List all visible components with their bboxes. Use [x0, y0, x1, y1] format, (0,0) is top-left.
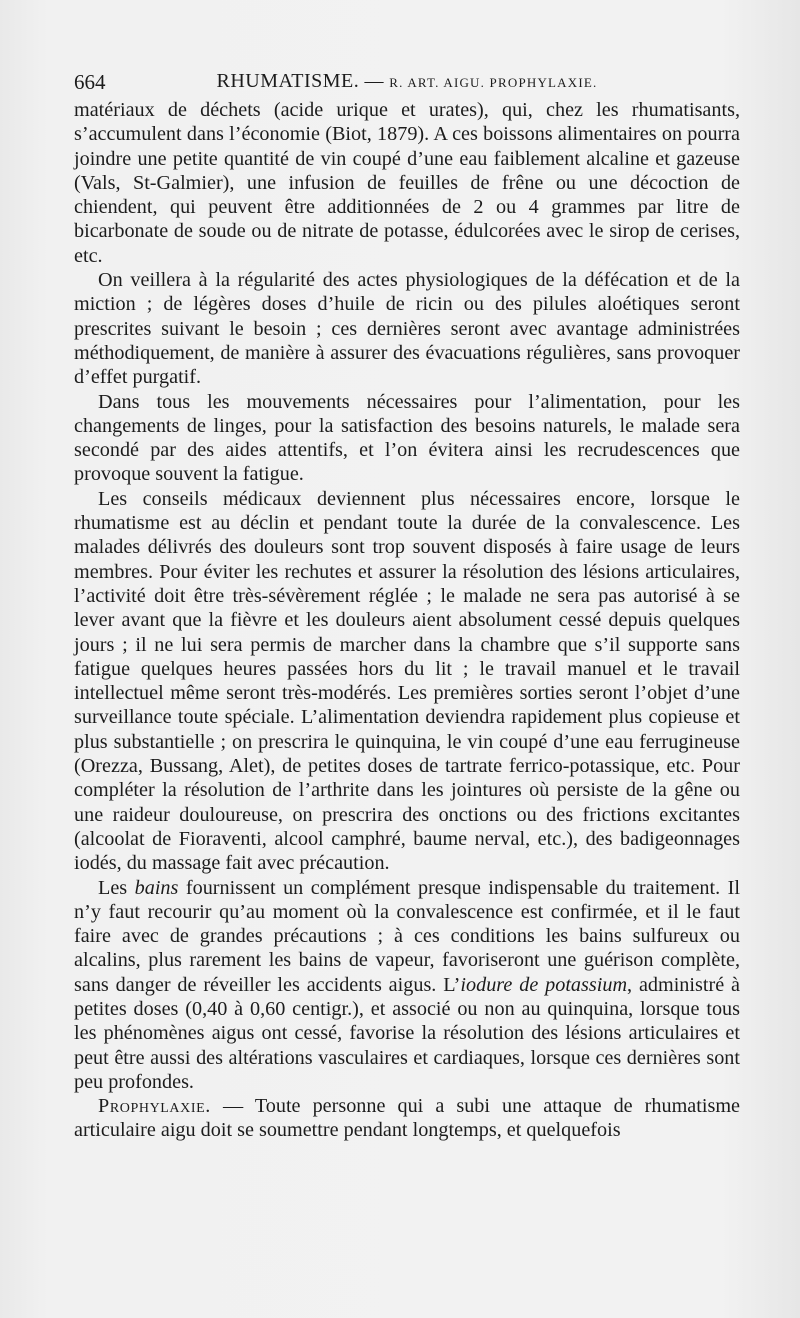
- page-number: 664: [74, 70, 106, 94]
- paragraph-bains: [74, 876, 740, 1095]
- prophylaxie-heading: Prophylaxie.: [98, 1095, 211, 1118]
- prophylaxie-text: — Toute personne qui a subi une attaque de rhumatisme articulaire aigu doit se soumettre pendant longtemps, et quelquefois: [74, 1095, 740, 1142]
- paragraph-conseils-medicaux: Les conseils médicaux deviennent plus nécessaires encore, lorsque le rhumatisme est au déclin et pendant toute la durée de la convalescence. Les malades délivrés des douleurs sont trop souvent disposés à faire usage de leurs membres. Pour éviter les rechutes et assurer la résolution des lésions articulaires, l’activité doit être très-sévèrement réglée ; le malade ne sera pas autorisé à se lever avant que la fièvre et les douleurs aient absolument cessé depuis quelques jours ; il ne lui sera permis de marcher dans la chambre que s’il supporte sans fatigue quelques heures passées hors du lit ; le travail manuel et le travail intellectuel même seront très-modérés. Les premières sorties seront l’objet d’une surveillance toute spéciale. L’alimentation deviendra rapidement plus copieuse et plus substantielle ; on prescrira le quinquina, le vin coupé d’une eau ferrugineuse (Orezza, Bussang, Alet), de petites doses de tartrate ferrico-potassique, etc. Pour compléter la résolution de l’arthrite dans les jointures où persiste de la gêne ou une raideur douloureuse, on prescrira des onctions ou des frictions excitantes (alcoolat de Fioraventi, alcool camphré, baume nerval, etc.), des badigeonnages iodés, du massage fait avec précaution.: [74, 487, 740, 875]
- paragraph-continuation: matériaux de déchets (acide urique et urates), qui, chez les rhumatisants, s’accumulent dans l’économie (Biot, 1879). A ces boissons alimentaires on pourra joindre une petite quantité de vin coupé d’une eau faiblement alcaline et gazeuse (Vals, St-Galmier), une infusion de feuilles de frêne ou une décoction de chiendent, qui peuvent être additionnées de 2 ou 4 grammes par litre de bicarbonate de soude ou de nitrate de potasse, édulcorées avec le sirop de cerises, etc.: [74, 99, 740, 267]
- bains-tail: , administré à petites doses (0,40 à 0,60 centigr.), et associé ou non au quinquina, lorsque tous les phénomènes aigus ont cessé, favorise la résolution des lésions articulaires et peut être aussi des altérations vasculaires et cardiaques, lorsque ces dernières sont peu profondes.: [74, 973, 740, 1093]
- bains-term: bains: [134, 876, 179, 899]
- bains-mid: fournissent un complément presque indispensable du traitement. Il n’y faut recourir qu’au moment où la convalescence est confirmée, et il le faut faire avec de grandes précautions ; à ces conditions les bains sulfureux ou alcalins, plus rarement les bains de vapeur, favoriseront une guérison complète, sans danger de réveiller les accidents aigus. L’: [74, 876, 740, 996]
- iodure-term: iodure de potassium: [460, 973, 628, 996]
- paragraph-defecation: On veillera à la régularité des actes physiologiques de la défécation et de la miction ; de légères doses d’huile de ricin ou des pilules aloétiques seront prescrites suivant le besoin ; ces dernières seront avec avantage administrées méthodiquement, de manière à assurer des évacuations régulières, sans provoquer d’effet purgatif.: [74, 269, 740, 389]
- body-text: [74, 98, 740, 1143]
- running-title-sub: R. ART. AIGU. PROPHYLAXIE.: [389, 75, 598, 90]
- running-title: [74, 70, 740, 93]
- running-title-dash: —: [364, 71, 385, 92]
- paragraph-prophylaxie: [74, 1094, 740, 1143]
- bains-lead: Les: [98, 876, 135, 899]
- running-title-main: RHUMATISME.: [216, 70, 360, 92]
- running-header: [74, 64, 740, 98]
- paragraph-mouvements: Dans tous les mouvements nécessaires pour l’alimentation, pour les changements de linges, pour la satisfaction des besoins naturels, le malade sera secondé par des aides attentifs, et l’on évitera ainsi les recrudescences que provoque souvent la fatigue.: [74, 390, 740, 486]
